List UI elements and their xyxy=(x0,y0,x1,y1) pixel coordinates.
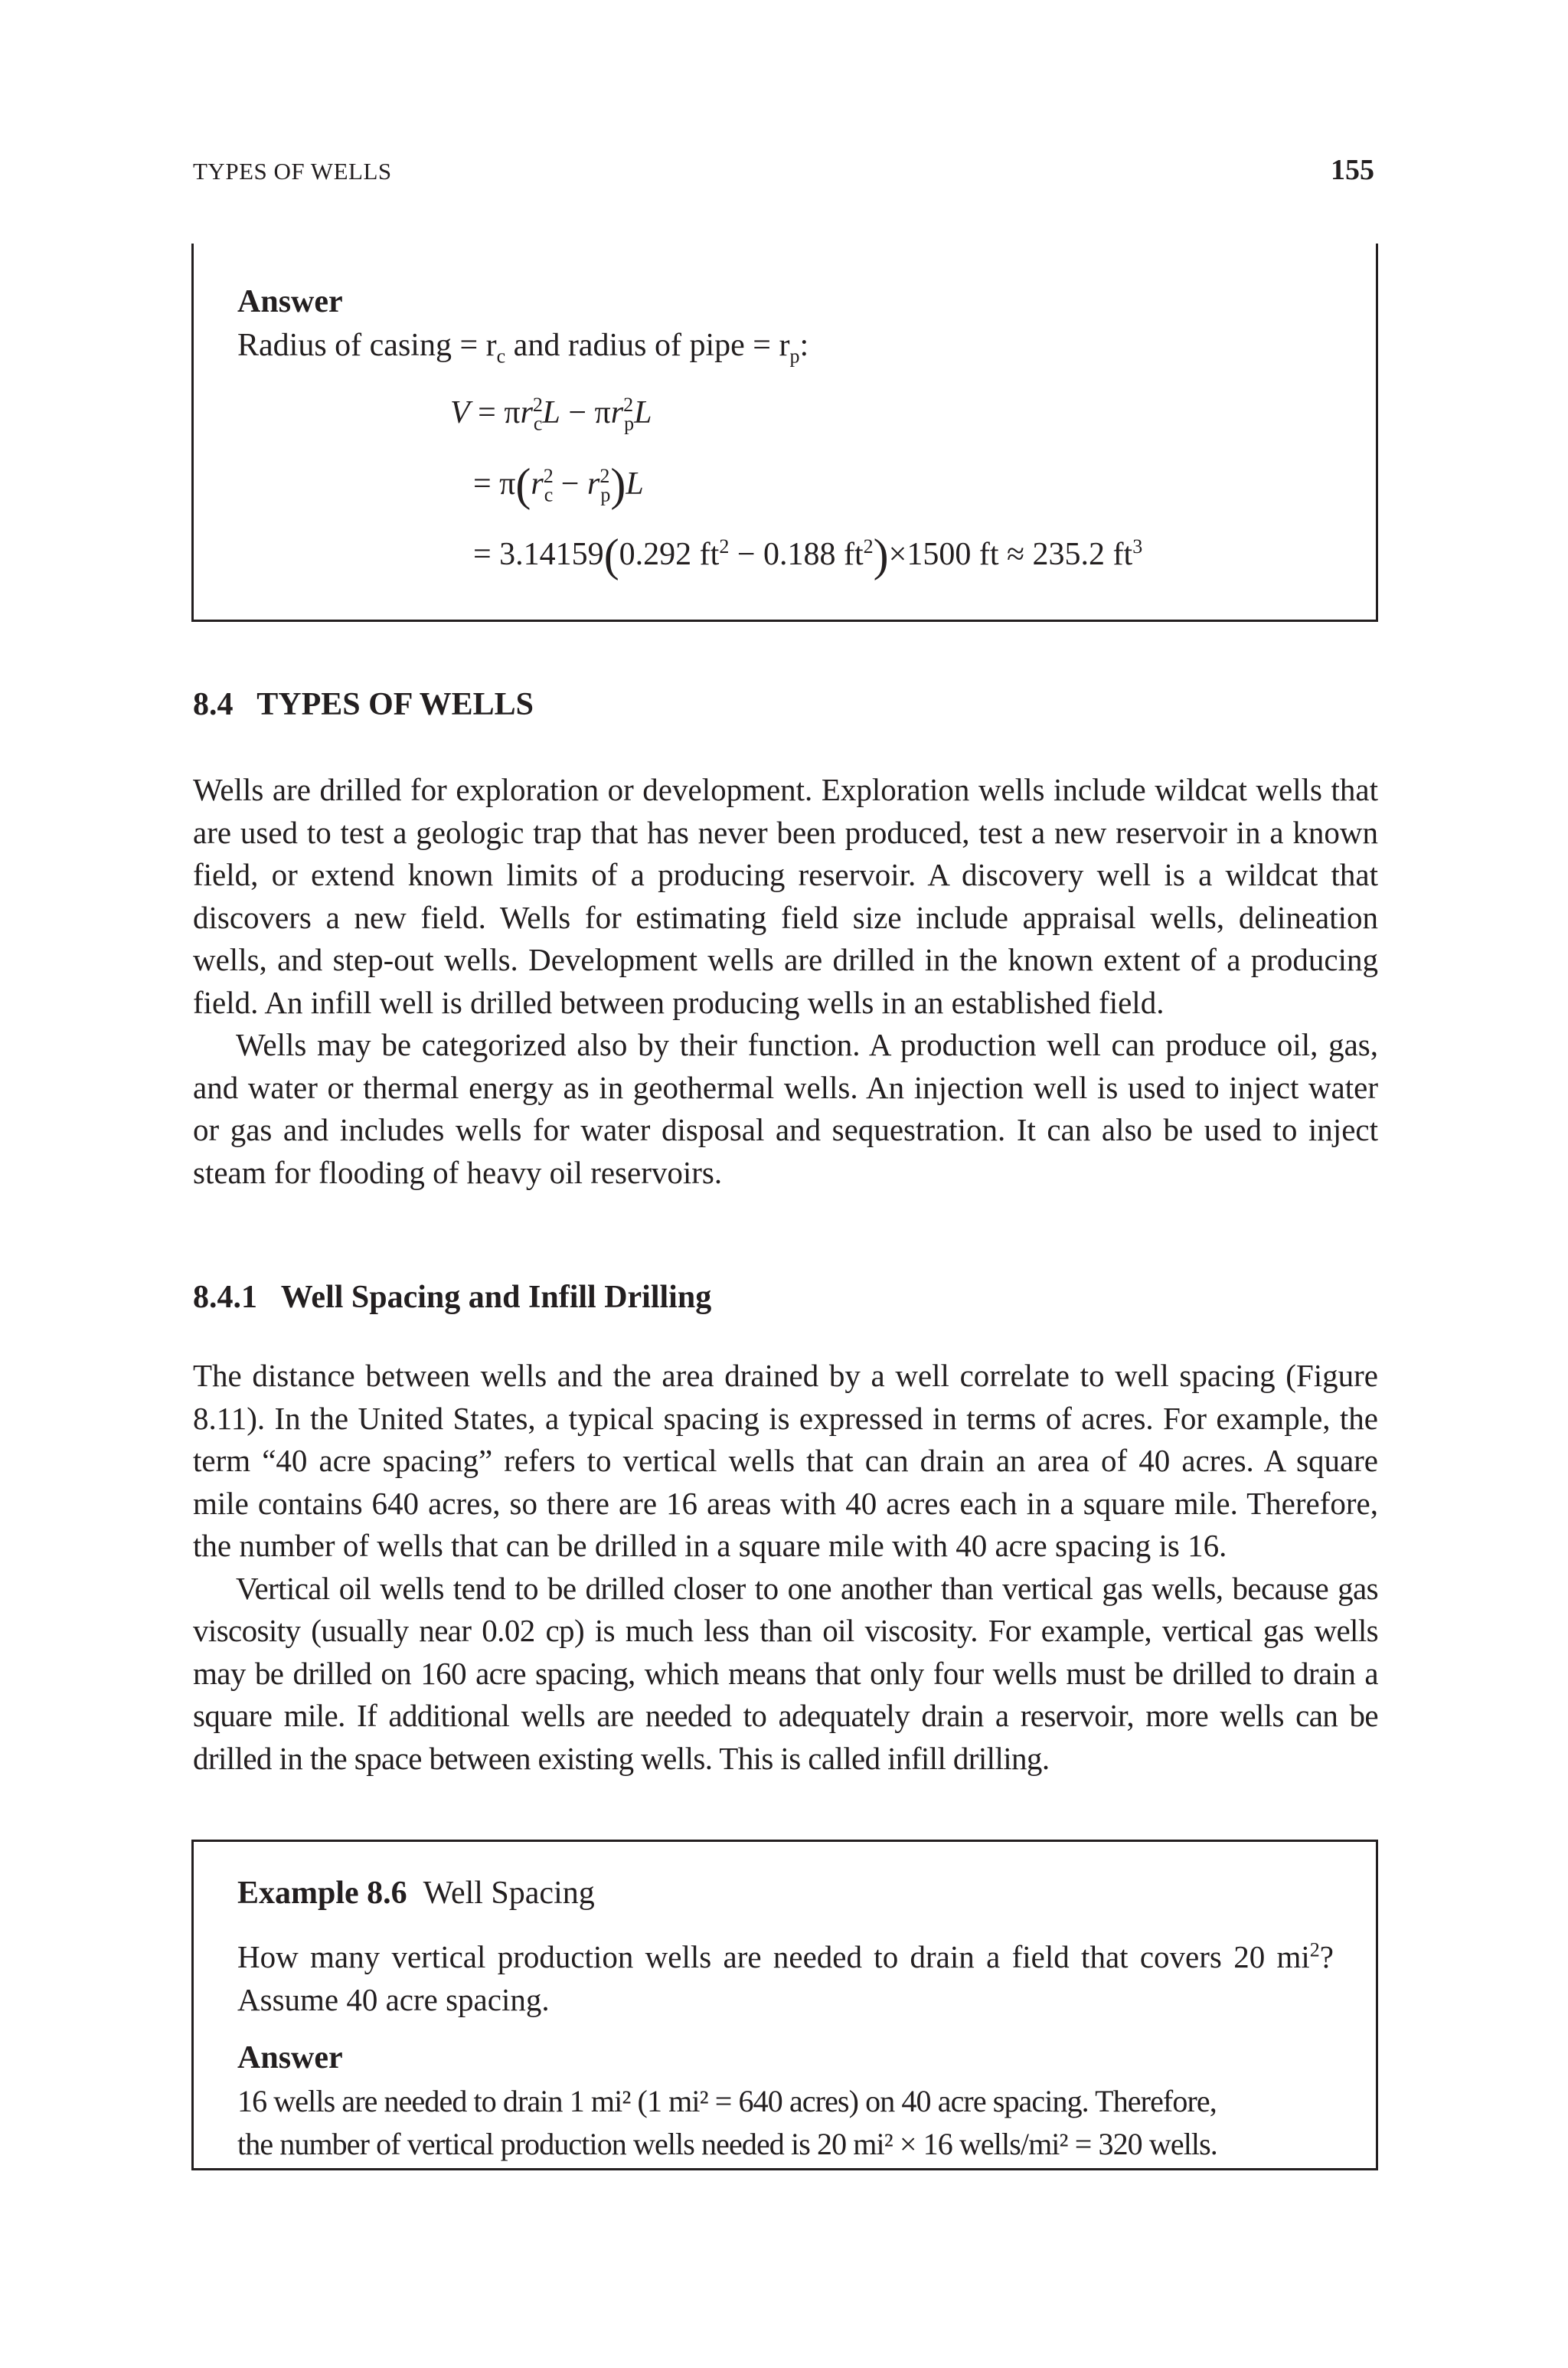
example-answer-line-2: the number of vertical production wells needed is 20 mi² × 16 wells/mi² = 320 wells. xyxy=(237,2127,1217,2161)
example-answer-line-1: 16 wells are needed to drain 1 mi² (1 mi² = 640 acres) on 40 acre spacing. Therefore, xyxy=(237,2084,1217,2118)
subsection-paragraph-1: The distance between wells and the area drained by a well correlate to well spacing (Figure 8.11). In the United States, a typical spacing is expressed in terms of acres. For example, the term “40 acre spacing” refers to vertical wells that can drain an area of 40 acres. A square mile contains 640 acres, so there are 16 areas with 40 acres each in a square mile. Therefore, the number of wells that can be drilled in a square mile with 40 acre spacing is 16. xyxy=(193,1358,1378,1563)
section-body xyxy=(193,769,1378,1194)
subsection-heading: 8.4.1 Well Spacing and Infill Drilling xyxy=(193,1280,712,1315)
answer-label: Answer xyxy=(237,284,343,319)
section-heading: 8.4 TYPES OF WELLS xyxy=(193,687,534,722)
example-heading xyxy=(237,1872,595,1915)
equation-line-3: = 3.14159(0.292 $ft^2 - 0.188$ $ft^2)\times 1500$ ft ≈ 235.2 $ft^3$ xyxy=(473,530,1143,581)
subsection-paragraph-2: Vertical oil wells tend to be drilled closer to one another than vertical gas wells, because gas viscosity (usually near 0.02 cp) is much less than oil viscosity. For example, vertical gas wells may be drilled on 160 acre spacing, which means that only four wells must be drilled to drain a square mile. If additional wells are needed to adequately drain a reservoir, more wells can be drilled in the space between existing wells. This is called infill drilling. xyxy=(193,1570,1378,1776)
example-label: Example 8.6 xyxy=(237,1876,407,1911)
subsection-body xyxy=(193,1355,1378,1780)
example-question: How many vertical production wells are needed to drain a field that covers 20 $mi^2$? Assume 40 acre spacing. xyxy=(237,1938,1334,2017)
page-number: 155 xyxy=(1331,154,1374,186)
equation-line-1: $V = \pi r^2_cL - \pi r^2_pL$ xyxy=(450,394,652,435)
answer-intro: Radius of $casing = r_c$ and radius of pipe = $r_p$: xyxy=(237,328,809,368)
running-head: TYPES OF WELLS xyxy=(193,158,392,185)
section-paragraph-1: Wells are drilled for exploration or development. Exploration wells include wildcat wells that are used to test a geologic trap that has never been produced, test a new reservoir in a known field, or extend known limits of a producing reservoir. A discovery well is a wildcat that discovers a new field. Wells for estimating field size include appraisal wells, delineation wells, and step-out wells. Development wells are drilled in the known extent of a producing field. An infill well is drilled between producing wells in an established field. xyxy=(193,772,1378,1020)
example-title: Well Spacing xyxy=(423,1876,595,1911)
example-answer-label: Answer xyxy=(237,2040,343,2075)
section-paragraph-2: Wells may be categorized also by their function. A production well can produce oil, gas, and water or thermal energy as in geothermal wells. An injection well is used to inject water or gas and includes wells for water disposal and sequestration. It can also be used to inject steam for flooding of heavy oil reservoirs. xyxy=(193,1027,1378,1190)
equation-line-2: = $\pi(r^2_c - r^2_p)L$ xyxy=(473,460,644,510)
